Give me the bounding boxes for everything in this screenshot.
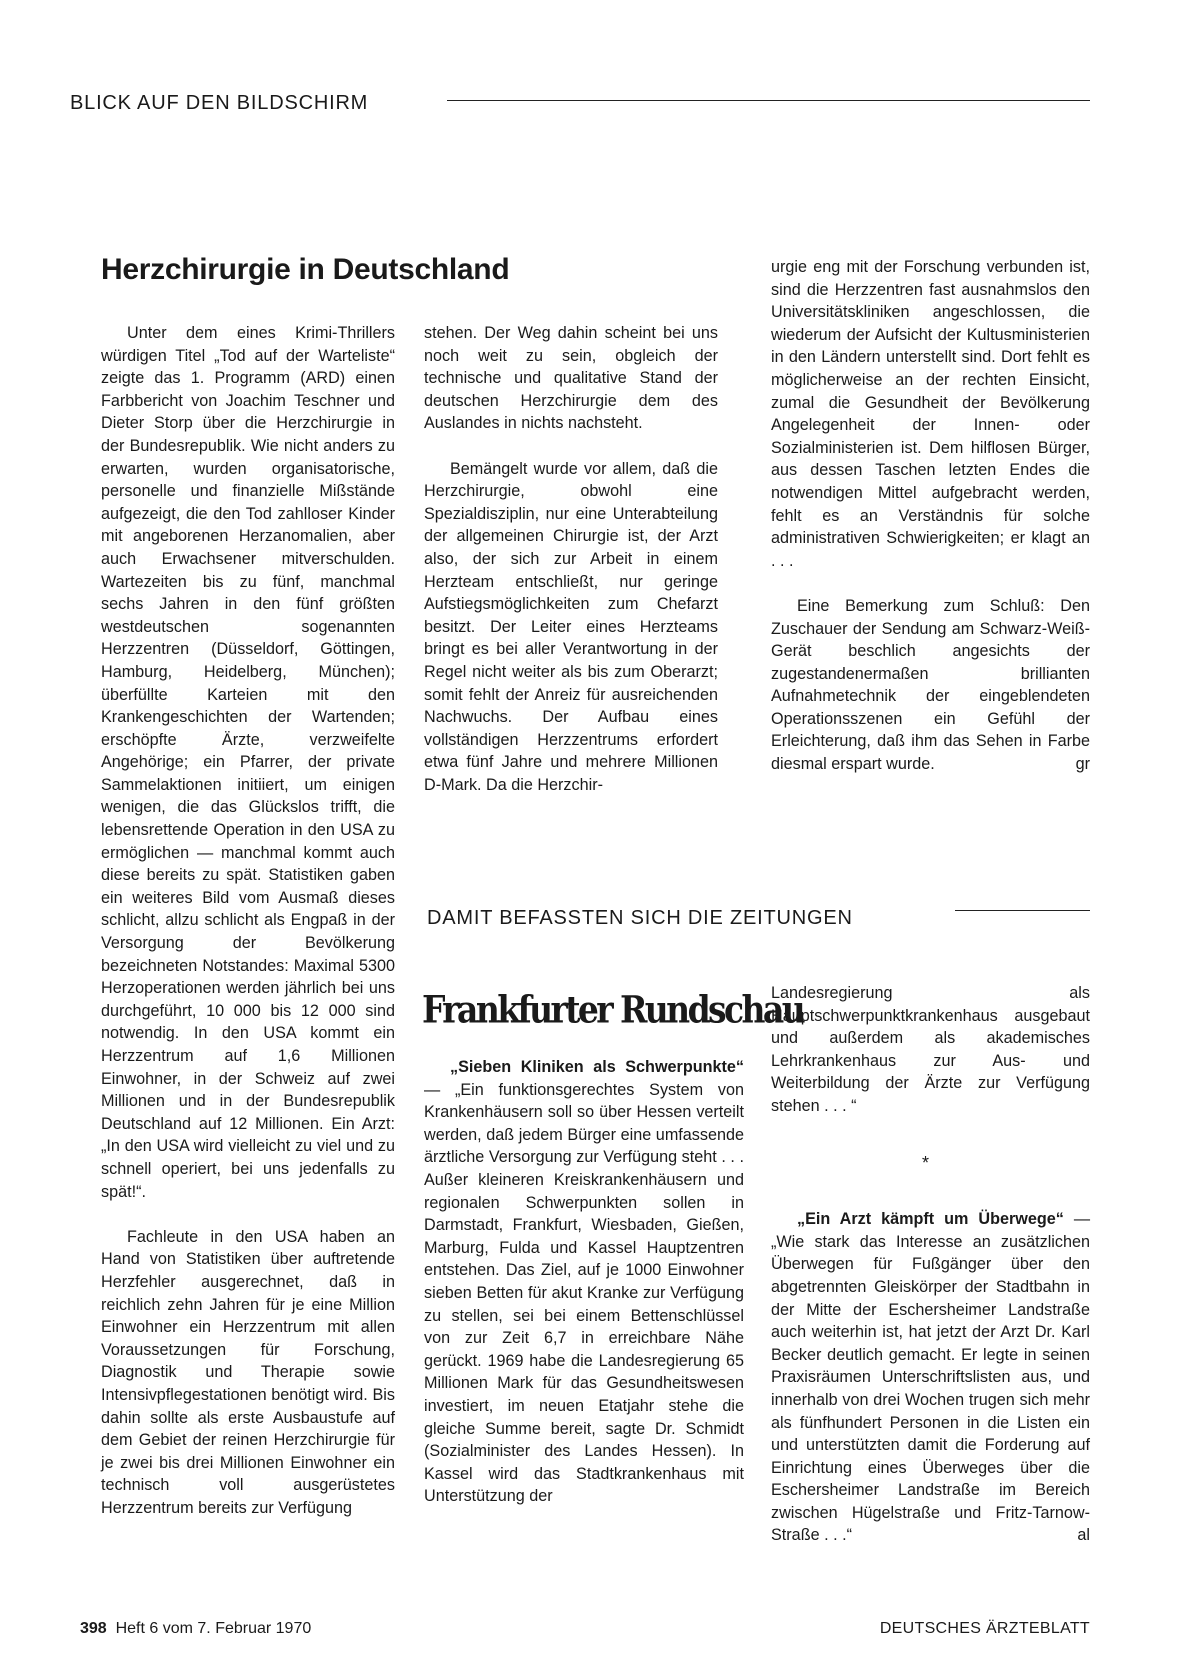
- journal-name: DEUTSCHES ÄRZTEBLATT: [879, 1620, 1090, 1637]
- article-paragraph: [771, 595, 1090, 776]
- separator: [771, 1152, 1090, 1175]
- press-paragraph: [424, 1056, 744, 1508]
- page-number: 398: [80, 1620, 107, 1637]
- article-paragraph: stehen. Der Weg dahin scheint bei uns noch weit zu sein, obgleich der technische und qualitative Stand der deutschen Herzchirurgie dem des Auslandes in nichts nachsteht.: [424, 324, 718, 433]
- press-headline: „Ein Arzt kämpft um Überwege“: [797, 1210, 1064, 1229]
- author-signature: gr: [1075, 755, 1090, 774]
- press-headline: „Sieben Kliniken als Schwerpunkte“: [450, 1058, 744, 1076]
- section-header-press: DAMIT BEFASSTEN SICH DIE ZEITUNGEN: [427, 907, 853, 929]
- footer-left: [80, 1620, 311, 1638]
- press-column-1: [424, 1056, 744, 1508]
- newspaper-masthead: Frankfurter Rundschau: [422, 988, 804, 1032]
- article-paragraph: Fachleute in den USA haben an Hand von Statistiken über auftretende Herzfehler ausgerechnet, daß in reichlich zehn Jahren für je eine Million Einwohner ein Herzzentrum mit allen Voraussetzungen für Forschung, Diagnostik und Therapie sowie Intensivpflegestationen benötigt wird. Bis dahin sollte als erste Ausbaustufe auf dem Gebiet der reinen Herzchirurgie für je zwei bis drei Millionen Einwohner ein technisch voll ausgerüstetes Herzzentrum bereits zur Verfügung: [101, 1227, 395, 1517]
- article-column-3: [771, 256, 1090, 776]
- article-column-2: [424, 322, 718, 796]
- article-paragraph: Bemängelt wurde vor allem, daß die Herzchirurgie, obwohl eine Spezialdisziplin, nur eine Unterabteilung der allgemeinen Chirurgie ist, der Arzt also, der sich zur Arbeit in einem Herzteam entschließt, nur geringe Aufstiegsmöglichkeiten zum Chefarzt besitzt. Der Leiter eines Herzteams bringt es bei aller Verantwortung in der Regel nicht weiter als bis zum Oberarzt; somit fehlt der Anreiz für ausreichenden Nachwuchs. Der Aufbau eines vollständigen Herzzentrums erfordert etwa fünf Jahre und mehrere Millionen D-Mark. Da die Herzchir-: [424, 459, 718, 794]
- section-header: BLICK AUF DEN BILDSCHIRM: [70, 92, 369, 114]
- header-rule: [447, 100, 1090, 101]
- section-rule: [955, 910, 1090, 911]
- press-paragraph: Landesregierung als Hauptschwerpunktkrankenhaus ausgebaut und außerdem als akademisches Lehrkrankenhaus zur Aus- und Weiterbildung der Ärzte zur Verfügung stehen . . . “: [771, 984, 1090, 1115]
- article-paragraph: Unter dem eines Krimi-Thrillers würdigen Titel „Tod auf der Warteliste“ zeigte das 1. Programm (ARD) einen Farbbericht von Joachim Teschner und Dieter Storp über die Herzchirurgie in der Bundesrepublik. Wie nicht anders zu erwarten, wurden organisatorische, personelle und finanzielle Mißstände aufgezeigt, die den Tod zahlloser Kinder mit angeborenen Herzanomalien, aber auch Erwachsener mitverschulden. Wartezeiten bis zu fünf, manchmal sechs Jahren in den fünf größten westdeutschen sogenannten Herzzentren (Düsseldorf, Göttingen, Hamburg, Heidelberg, München); überfüllte Karteien mit den Krankengeschichten der Wartenden; erschöpfte Ärzte, verzweifelte Angehörige; ein Pfarrer, der private Sammelaktionen initiiert, um einigen wenigen, die das Glückslos trifft, die lebensrettende Operation in den USA zu ermöglichen — manchmal kommt auch diese bereits zu spät. Statistiken gaben ein weiteres Bild vom Ausmaß dieses schlicht, allzu schlicht als Engpaß in der Versorgung der Bevölkerung bezeichneten Notstandes: Maximal 5300 Herzoperationen werden jährlich bei uns durchgeführt, 10 000 bis 12 000 sind notwendig. In den USA kommt ein Herzzentrum auf 1,6 Millionen Einwohner, in der Schweiz auf zwei Millionen und in der Bundesrepublik Deutschland auf 12 Millionen. Ein Arzt: „In den USA wird vielleicht zu viel und zu schnell operiert, bei uns jedenfalls zu spät!“.: [101, 324, 395, 1201]
- press-text: — „Wie stark das Interesse an zusätzlichen Überwegen für Fußgänger über den abgetrennten Gleiskörper der Stadtbahn in der Mitte der Eschersheimer Landstraße auch weiterhin ist, hat jetzt der Arzt Dr. Karl Becker deutlich gemacht. Er legte in seinen Praxisräumen Unterschriftslisten aus, und innerhalb von drei Wochen trugen sich mehr als fünfhundert Personen in die Listen ein und unterstützten damit die Forderung auf Einrichtung eines Überweges über die Eschersheimer Landstraße im Bereich zwischen Hügelstraße und Fritz-Tarnow-Straße . . .“: [771, 1210, 1091, 1545]
- press-text: — „Ein funktionsgerechtes System von Krankenhäusern soll so über Hessen verteilt werden, daß jedem Bürger eine umfassende ärztliche Versorgung zur Verfügung steht . . . Außer kleineren Kreiskrankenhäusern und regionalen Schwerpunkten sollen in Darmstadt, Frankfurt, Wiesbaden, Gießen, Marburg, Fulda und Kassel Hauptzentren entstehen. Das Ziel, auf je 1000 Einwohner sieben Betten für akut Kranke zur Verfügung zu stellen, sei bei einem Bettenschlüssel von zur Zeit 6,7 in erreichbare Nähe gerückt. 1969 habe die Landesregierung 65 Millionen Mark für das Gesundheitswesen investiert, im neuen Etatjahr stehe die gleiche Summe bereit, sagte Dr. Schmidt (Sozialminister des Landes Hessen). In Kassel wird das Stadtkrankenhaus mit Unterstützung der: [424, 1080, 744, 1506]
- issue-info: Heft 6 vom 7. Februar 1970: [115, 1620, 312, 1637]
- separator-star: *: [921, 1152, 929, 1173]
- article-paragraph: urgie eng mit der Forschung verbunden ist, sind die Herzzentren fast ausnahmslos den Universitätskliniken angeschlossen, die wiederum der Aufsicht der Kultusministerien in den Ländern unterstellt sind. Dort fehlt es möglicherweise an der rechten Einsicht, zumal die Gesundheit der Bevölkerung Angelegenheit der Innen- oder Sozialministerien ist. Dem hilflosen Bürger, aus dessen Taschen letzten Endes die notwendigen Mittel aufgebracht werden, fehlt es an Verständnis für solche administrativen Schwierigkeiten; er klagt an . . .: [771, 258, 1090, 570]
- article-title: Herzchirurgie in Deutschland: [101, 253, 510, 286]
- article-column-1: [101, 322, 395, 1519]
- author-signature: al: [1077, 1526, 1090, 1545]
- article-paragraph-text: Eine Bemerkung zum Schluß: Den Zuschauer der Sendung am Schwarz-Weiß-Gerät beschlich angesichts der zugestandenermaßen brillianten Aufnahmetechnik der eingeblendeten Operationsszenen ein Gefühl der Erleichterung, daß ihm das Sehen in Farbe diesmal erspart wurde.: [771, 596, 1090, 774]
- press-paragraph: [771, 1208, 1090, 1547]
- press-column-2: [771, 982, 1090, 1547]
